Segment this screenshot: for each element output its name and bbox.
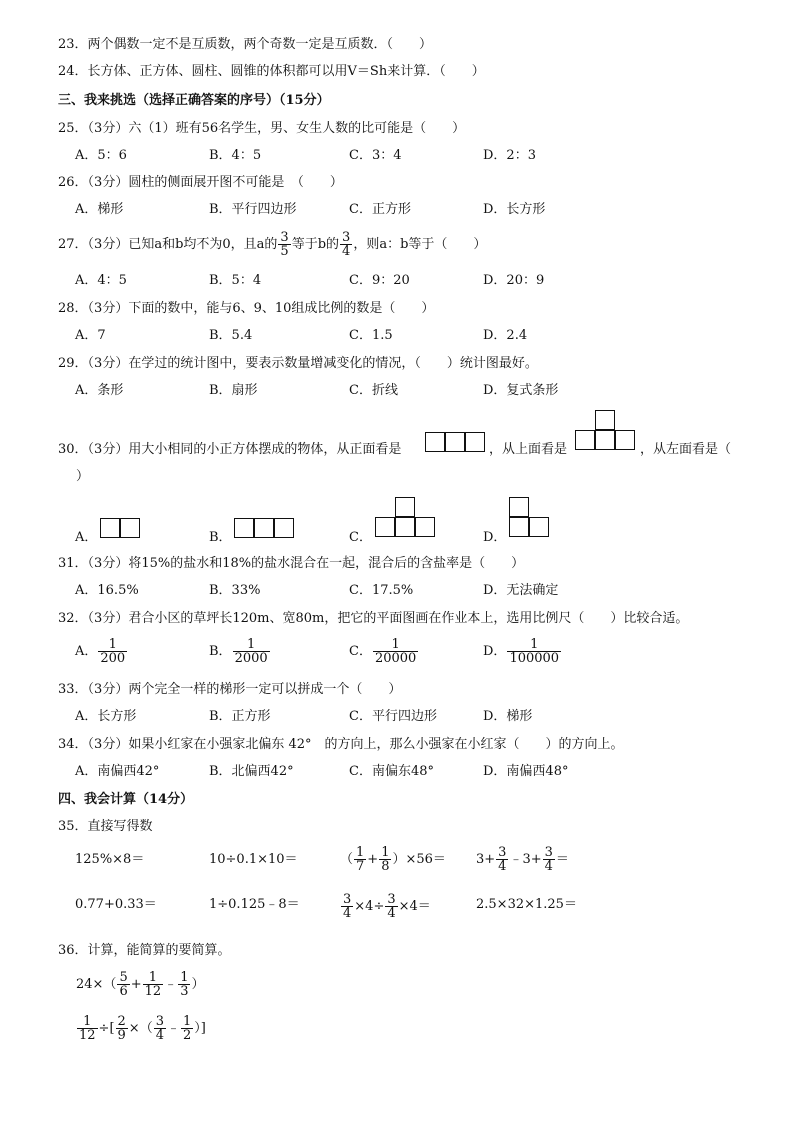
q25-option-d: D．2：3: [483, 148, 536, 163]
q33-option-d: D．梯形: [483, 709, 533, 724]
q30-option-c: C．: [349, 530, 372, 545]
question-26-stem: 26．（3分）圆柱的侧面展开图不可能是 （ ）: [58, 175, 343, 190]
q27-option-d: D．20：9: [483, 273, 545, 288]
q28-option-b: B．5.4: [209, 328, 253, 343]
question-33-stem: 33．（3分）两个完全一样的梯形一定可以拼成一个（ ）: [58, 682, 402, 697]
q31-option-b: B．33%: [209, 583, 261, 598]
q30-option-d: D．: [483, 530, 507, 545]
q25-option-c: C．3：4: [349, 148, 402, 163]
q31-option-d: D．无法确定: [483, 583, 559, 598]
section-3-title: 三、我来挑选（选择正确答案的序号）（15分）: [58, 93, 330, 108]
question-29-stem: 29．（3分）在学过的统计图中，要表示数量增减变化的情况，（ ）统计图最好。: [58, 356, 538, 371]
q26-option-b: B．平行四边形: [209, 202, 297, 217]
q29-option-b: B．扇形: [209, 383, 258, 398]
q26-option-c: C．正方形: [349, 202, 411, 217]
q28-option-a: A．7: [75, 328, 106, 343]
q30-text-b: ，从上面看是: [489, 442, 568, 457]
q28-option-c: C．1.5: [349, 328, 393, 343]
q34-option-a: A．南偏西42°: [75, 764, 160, 779]
q29-option-c: C．折线: [349, 383, 398, 398]
q33-option-b: B．正方形: [209, 709, 271, 724]
question-31-stem: 31．（3分）将15%的盐水和18%的盐水混合在一起，混合后的含盐率是（ ）: [58, 556, 525, 571]
section-4-title: 四、我会计算（14分）: [58, 792, 194, 807]
q34-option-b: B．北偏西42°: [209, 764, 294, 779]
question-23: 23．两个偶数一定不是互质数，两个奇数一定是互质数．（ ）: [58, 37, 433, 52]
q25-option-a: A．5：6: [75, 148, 127, 163]
q32-option-a: A． $\frac{1}{200}$: [75, 637, 126, 666]
question-24: 24．长方体、正方体、圆柱、圆锥的体积都可以用V＝Sh来计算．（ ）: [58, 64, 485, 79]
q31-option-c: C．17.5%: [349, 583, 414, 598]
q35-item-7: $\frac{3}{4}$ ×4÷ $\frac{3}{4}$ ×4＝: [343, 892, 431, 921]
q26-option-d: D．长方形: [483, 202, 546, 217]
q35-item-6: 1÷0.125﹣8＝: [209, 897, 300, 912]
q35-item-5: 0.77+0.33＝: [75, 897, 157, 912]
q32-option-d: D． $\frac{1}{100000}$: [483, 637, 560, 666]
q26-option-a: A．梯形: [75, 202, 124, 217]
q28-option-d: D．2.4: [483, 328, 528, 343]
q35-item-1: 125%×8＝: [75, 852, 145, 867]
q35-item-3: （ $\frac{1}{7}$ + $\frac{1}{8}$ ）×56＝: [340, 845, 446, 874]
question-32-stem: 32．（3分）君合小区的草坪长120m、宽80m，把它的平面图画在作业本上，选用比例尺（ ）比较合适。: [58, 611, 689, 626]
q27-text-b: 等于b的: [291, 237, 340, 252]
q27-text-c: ，则a：b等于（ ）: [353, 237, 487, 252]
q30-text-d: ）: [76, 469, 90, 484]
q32-fraction-b: $\frac{1}{2000}$: [234, 637, 268, 666]
q27-fraction-1: $\frac{3}{5}$: [280, 230, 289, 259]
q34-option-c: C．南偏东48°: [349, 764, 434, 779]
q30-option-b: B．: [209, 530, 232, 545]
q35-item-8: 2.5×32×1.25＝: [476, 897, 577, 912]
question-27-stem: [58, 231, 486, 258]
question-25-stem: 25．（3分）六（1）班有56名学生，男、女生人数的比可能是（ ）: [58, 121, 466, 136]
q36-expression-1: 24×（ $\frac{5}{6}$ + $\frac{1}{12}$ ﹣ $\frac{1}{3}$ ）: [76, 970, 205, 999]
q31-option-a: A．16.5%: [75, 583, 139, 598]
q32-fraction-d: $\frac{1}{100000}$: [509, 637, 560, 666]
q32-option-c: C． $\frac{1}{20000}$: [349, 637, 417, 666]
q34-option-d: D．南偏西48°: [483, 764, 569, 779]
q27-option-a: A．4：5: [75, 273, 127, 288]
q29-option-a: A．条形: [75, 383, 124, 398]
q32-fraction-c: $\frac{1}{20000}$: [374, 637, 417, 666]
q27-option-c: C．9：20: [349, 273, 410, 288]
q30-option-a: A．: [75, 530, 98, 545]
q32-fraction-a: $\frac{1}{200}$: [100, 637, 126, 666]
q30-text-c: ，从左面看是（: [640, 442, 732, 457]
q27-fraction-2: $\frac{3}{4}$: [342, 230, 351, 259]
question-34-stem: 34．（3分）如果小红家在小强家北偏东 42° 的方向上，那么小强家在小红家（ ）的方向上。: [58, 737, 624, 752]
q25-option-b: B．4：5: [209, 148, 262, 163]
q30-text-a: 30．（3分）用大小相同的小正方体摆成的物体，从正面看是: [58, 442, 402, 457]
q32-option-b: B． $\frac{1}{2000}$: [209, 637, 268, 666]
q33-option-a: A．长方形: [75, 709, 137, 724]
question-36-title: 36．计算，能简算的要简算。: [58, 943, 231, 958]
q27-text-a: 27．（3分）已知a和b均不为0，且a的: [58, 237, 278, 252]
q29-option-d: D．复式条形: [483, 383, 559, 398]
q33-option-c: C．平行四边形: [349, 709, 437, 724]
q35-item-2: 10÷0.1×10＝: [209, 852, 298, 867]
question-35-title: 35．直接写得数: [58, 819, 153, 834]
q35-item-4: 3+ $\frac{3}{4}$ ﹣3+ $\frac{3}{4}$ ＝: [476, 845, 569, 874]
q27-option-b: B．5：4: [209, 273, 262, 288]
q36-expression-2: $\frac{1}{12}$ ÷[ $\frac{2}{9}$ ×（ $\frac{3}{4}$ ﹣ $\frac{1}{2}$ ）]: [79, 1014, 206, 1043]
question-28-stem: 28．（3分）下面的数中，能与6、9、10组成比例的数是（ ）: [58, 301, 435, 316]
